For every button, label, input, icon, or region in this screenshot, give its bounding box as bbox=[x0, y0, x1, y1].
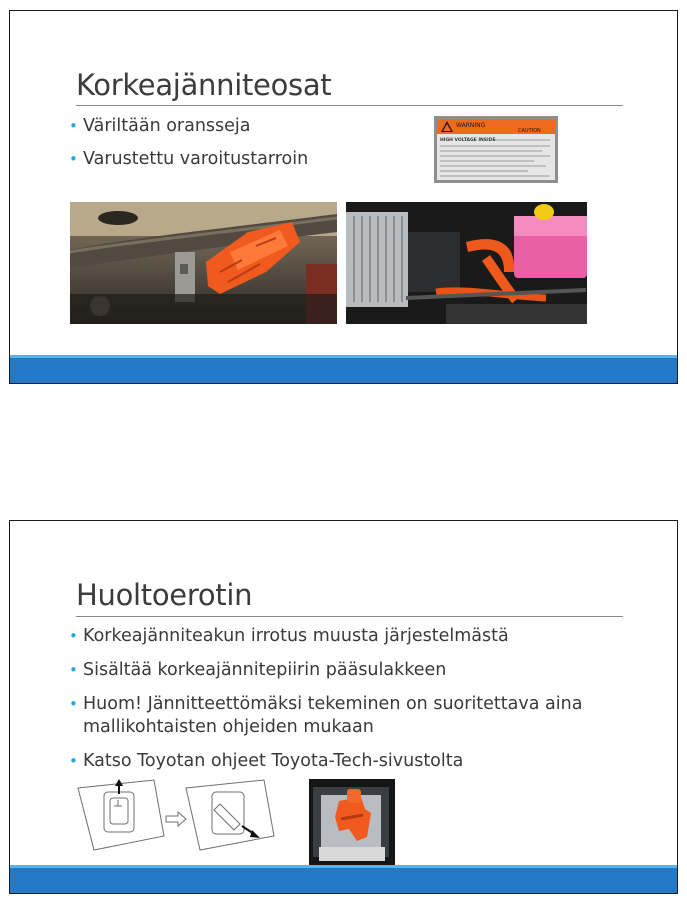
orange-cable-underbody-photo bbox=[70, 202, 337, 324]
bullet-item: • Huom! Jännitteettömäksi tekeminen on suoritettava aina mallikohtaisten ohjeiden mukaan bbox=[69, 693, 629, 739]
bullet-item: • Korkeajänniteakun irrotus muusta järjestelmästä bbox=[69, 625, 629, 648]
slide-title: Korkeajänniteosat bbox=[76, 68, 332, 102]
title-divider bbox=[76, 616, 623, 617]
caution-word: CAUTION bbox=[518, 128, 541, 134]
bullet-item: • Sisältää korkeajännitepiirin pääsulakkeen bbox=[69, 659, 629, 682]
warning-label-image bbox=[434, 116, 558, 183]
engine-bay-orange-cables-photo bbox=[346, 202, 587, 324]
bullet-list bbox=[69, 625, 629, 773]
title-divider bbox=[76, 105, 623, 106]
service-plug-photo bbox=[309, 779, 395, 865]
high-voltage-text: HIGH VOLTAGE INSIDE bbox=[440, 138, 496, 143]
slide-footer-band bbox=[10, 358, 677, 383]
slide-title: Huoltoerotin bbox=[76, 578, 253, 612]
bullet-item: • Katso Toyotan ohjeet Toyota-Tech-sivustolta bbox=[69, 750, 629, 773]
slide-korkeajanniteosat bbox=[9, 10, 678, 384]
slide-huoltoerotin bbox=[9, 520, 678, 894]
bullet-item: • Väriltään oransseja bbox=[69, 115, 629, 138]
bullet-item: • Varustettu varoitustarroin bbox=[69, 148, 629, 171]
service-plug-removal-diagram bbox=[74, 776, 284, 860]
slide-footer-band bbox=[10, 868, 677, 893]
warning-word: WARNING bbox=[456, 122, 486, 129]
